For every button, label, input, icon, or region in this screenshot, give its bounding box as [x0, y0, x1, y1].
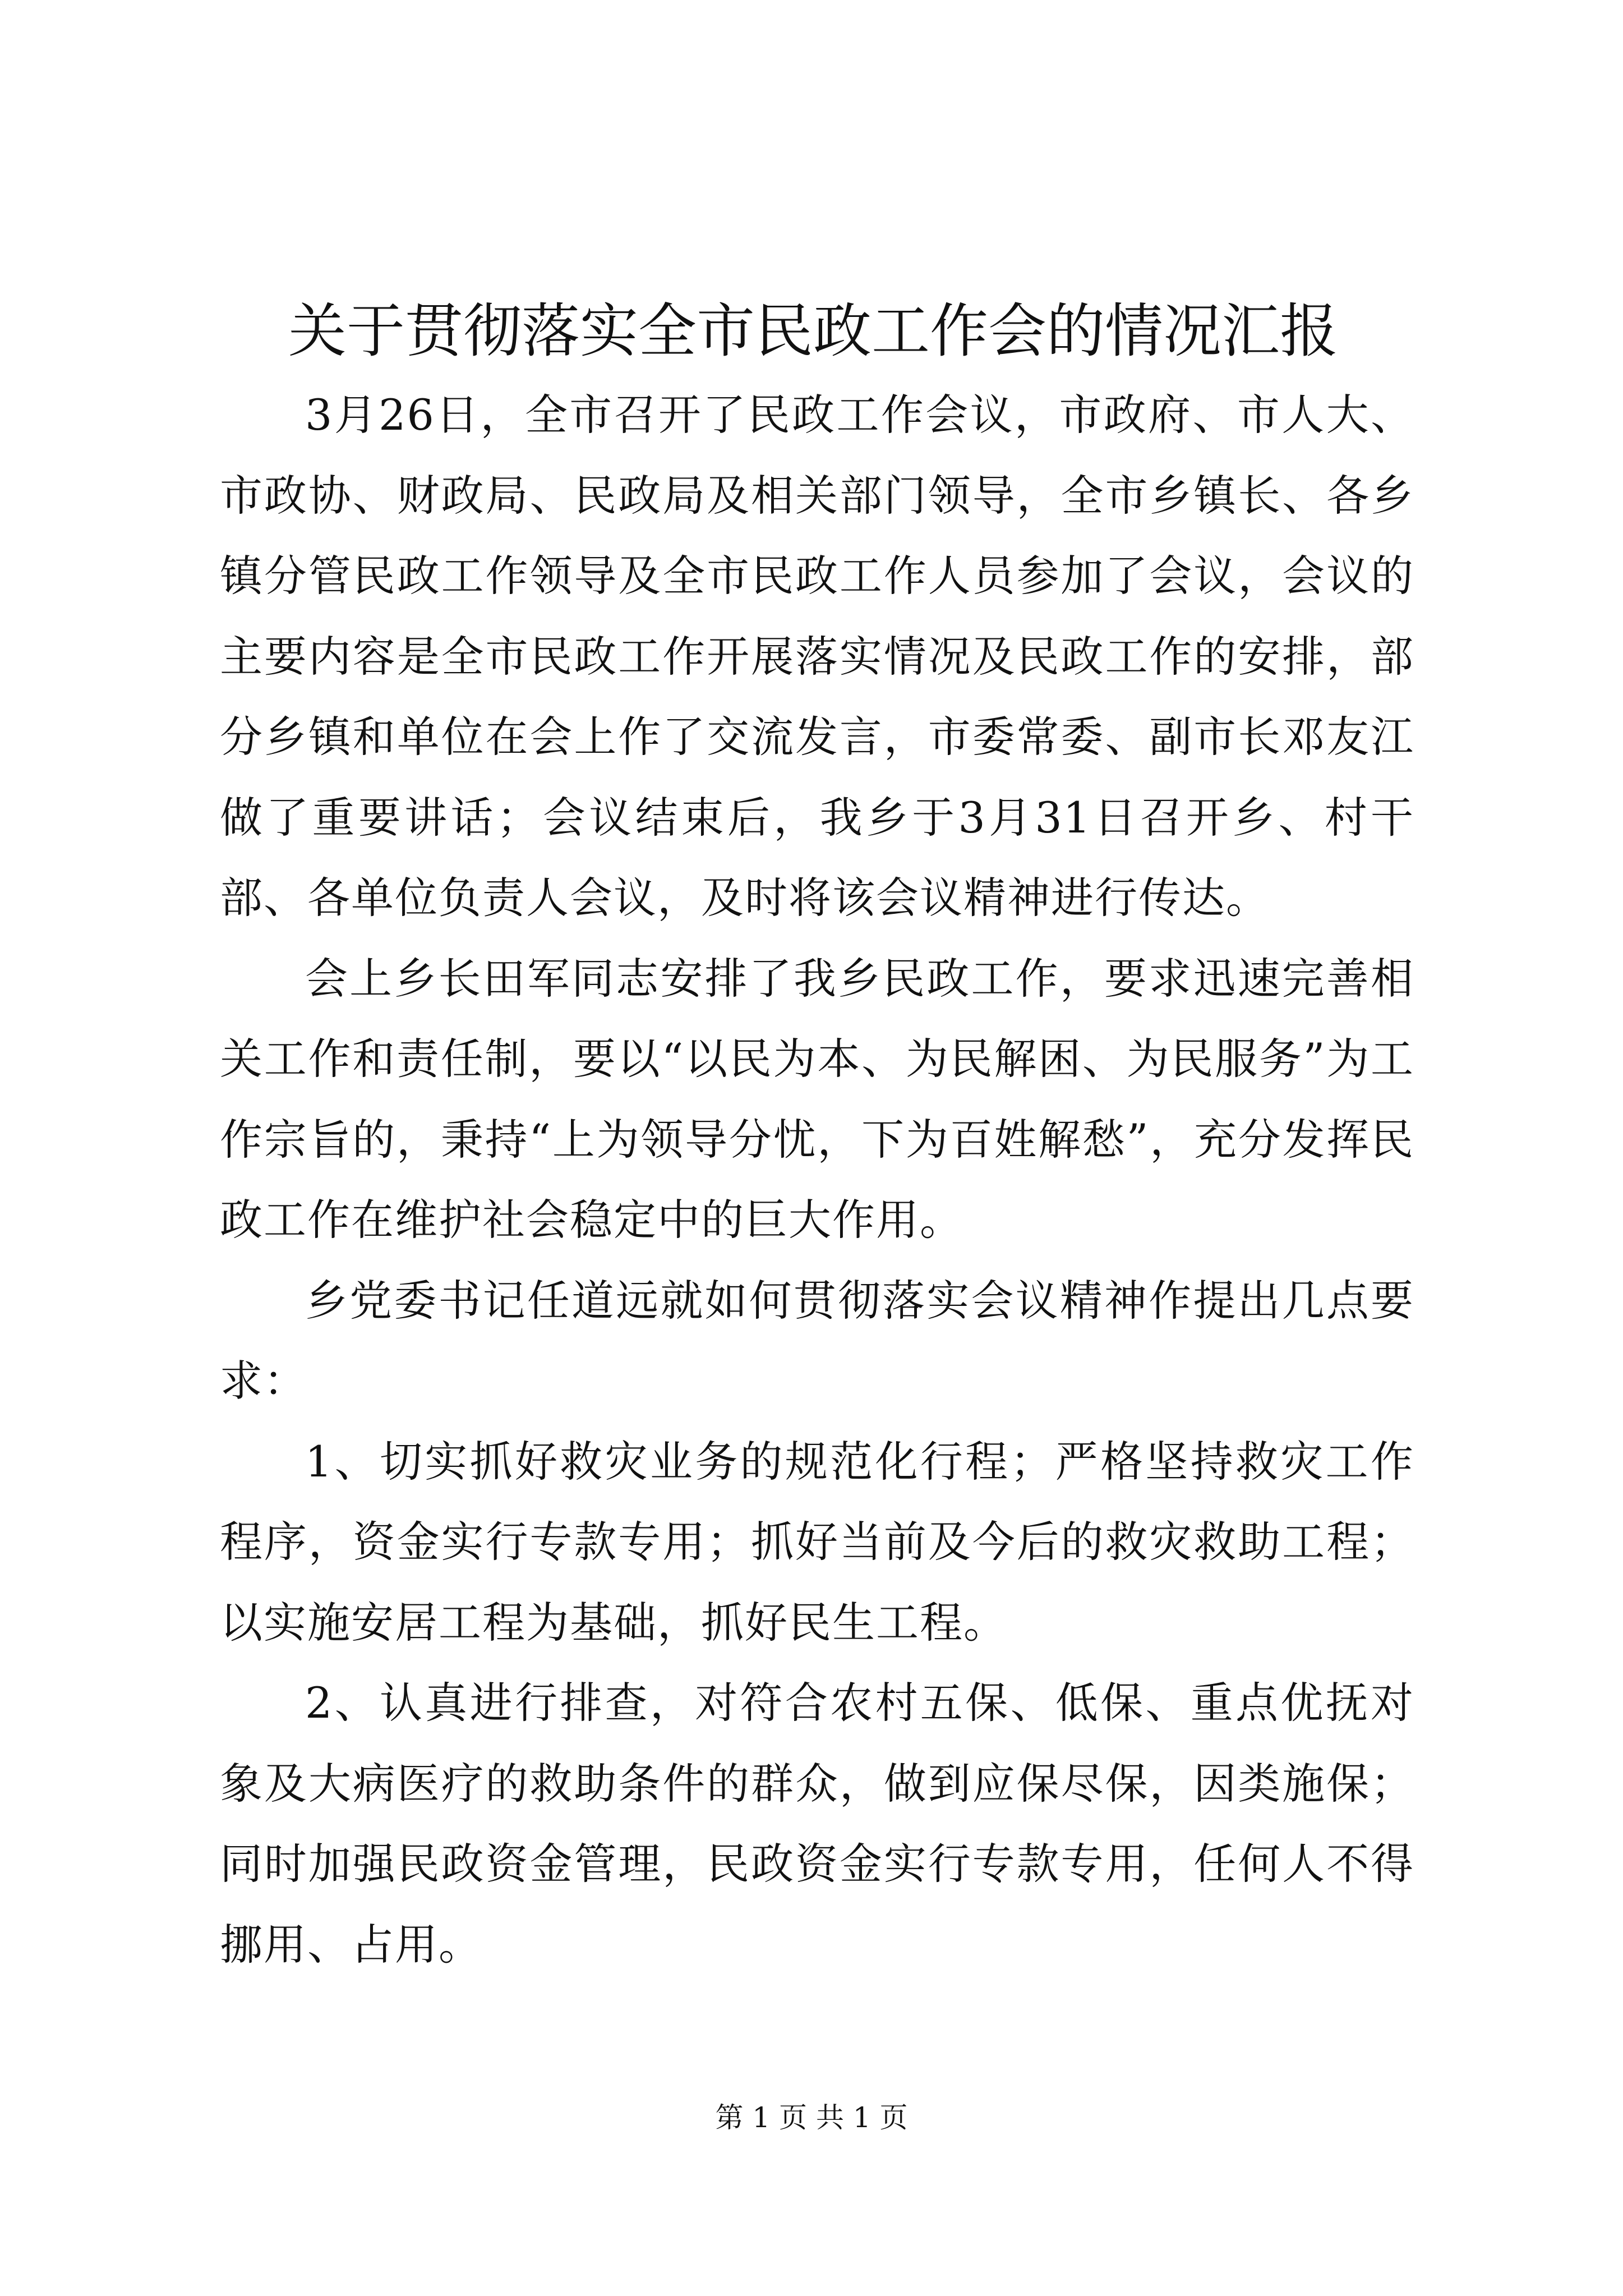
paragraph-requirement-1: 1、切实抓好救灾业务的规范化行程；严格坚持救灾工作程序，资金实行专款专用；抓好当前及今后的救灾救助工程；以实施安居工程为基础，抓好民生工程。 [220, 1436, 1414, 1648]
paragraph-meeting-summary: 3月26日，全市召开了民政工作会议，市政府、市人大、市政协、财政局、民政局及相关部门领导，全市乡镇长、各乡镇分管民政工作领导及全市民政工作人员参加了会议，会议的主要内容是全市民政工作开展落实情况及民政工作的安排，部分乡镇和单位在会上作了交流发言，市委常委、副市长邓友江做了重要讲话；会议结束后，我乡于3月31日召开乡、村干部、各单位负责人会议，及时将该会议精神进行传达。 [220, 390, 1414, 923]
paragraph-requirement-2: 2、认真进行排查，对符合农村五保、低保、重点优抚对象及大病医疗的救助条件的群众，做到应保尽保，因类施保；同时加强民政资金管理，民政资金实行专款专用，任何人不得挪用、占用。 [220, 1678, 1414, 1970]
paragraph-township-head-arrangement: 会上乡长田军同志安排了我乡民政工作，要求迅速完善相关工作和责任制，要以“以民为本、为民解困、为民服务”为工作宗旨的，秉持“上为领导分忧，下为百姓解愁”，充分发挥民政工作在维护社会稳定中的巨大作用。 [220, 953, 1414, 1245]
page-footer: 第 1 页 共 1 页 [715, 2101, 908, 2134]
paragraph-party-secretary-requirements: 乡党委书记任道远就如何贯彻落实会议精神作提出几点要求： [220, 1275, 1414, 1406]
document-body [220, 375, 1414, 1985]
document-title: 关于贯彻落实全市民政工作会的情况汇报 [288, 297, 1338, 365]
